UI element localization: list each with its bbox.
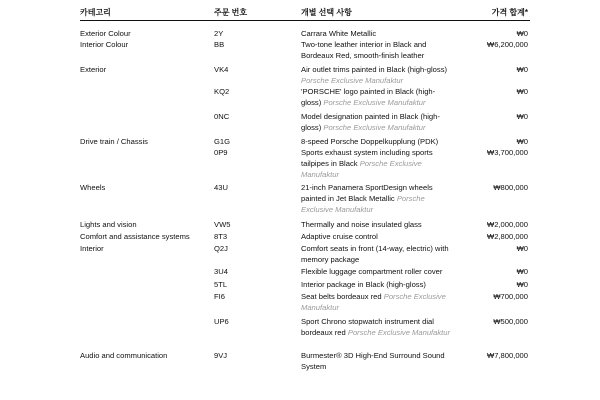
row-code: 43U: [214, 183, 228, 192]
row-option: [301, 64, 451, 86]
row-category: Comfort and assistance systems: [80, 232, 190, 241]
row-option-note: Porsche Exclusive Manufaktur: [347, 328, 451, 337]
row-option-text: Air outlet trims painted in Black (high-gloss): [301, 65, 448, 74]
row-code: VK4: [214, 65, 229, 74]
row-price: ₩2,800,000: [487, 232, 528, 241]
row-code: 9VJ: [214, 351, 228, 360]
row-code: BB: [214, 40, 225, 49]
header-category: 카테고리: [80, 8, 111, 17]
row-option-text: Thermally and noise insulated glass: [301, 220, 422, 229]
row-code: VW5: [214, 220, 231, 229]
row-option-text: 'PORSCHE' logo painted in Black (high-gloss): [301, 87, 436, 107]
row-option-text: Adaptive cruise control: [301, 232, 378, 241]
row-price: ₩3,700,000: [487, 148, 528, 157]
row-option: [301, 231, 451, 242]
row-price: ₩7,800,000: [487, 351, 528, 360]
row-price: ₩0: [516, 65, 528, 74]
header-code: 주문 번호: [214, 8, 248, 17]
row-option: [301, 182, 451, 215]
row-price: ₩700,000: [493, 292, 528, 301]
row-option: [301, 291, 451, 313]
row-price: ₩2,000,000: [487, 220, 528, 229]
row-price: ₩0: [516, 112, 528, 121]
header-option: 개별 선택 사항: [301, 8, 352, 17]
row-option-text: Seat belts bordeaux red: [301, 292, 382, 301]
row-category: Exterior Colour: [80, 29, 131, 38]
row-option: [301, 111, 451, 133]
row-option-text: Interior package in Black (high-gloss): [301, 280, 426, 289]
row-code: 5TL: [214, 280, 228, 289]
row-price: ₩0: [516, 244, 528, 253]
row-code: 0P9: [214, 148, 228, 157]
row-option: [301, 39, 451, 61]
row-code: Q2J: [214, 244, 228, 253]
row-option-note: Porsche Exclusive Manufaktur: [301, 292, 446, 312]
row-price: ₩0: [516, 280, 528, 289]
row-option-text: Flexible luggage compartment roller cover: [301, 267, 443, 276]
row-category: Lights and vision: [80, 220, 137, 229]
row-option-text: Comfort seats in front (14-way, electric) with memory package: [301, 244, 449, 264]
row-category: Audio and communication: [80, 351, 168, 360]
row-price: ₩0: [516, 87, 528, 96]
row-option-note: Porsche Exclusive Manufaktur: [301, 159, 422, 179]
row-option-note: Porsche Exclusive Manufaktur: [301, 194, 425, 214]
row-code: 2Y: [214, 29, 224, 38]
row-category: Interior: [80, 244, 104, 253]
row-option-note: Porsche Exclusive Manufaktur: [323, 98, 426, 107]
row-code: 3U4: [214, 267, 228, 276]
row-option-note: Porsche Exclusive Manufaktur: [323, 123, 426, 132]
row-option: [301, 219, 451, 230]
row-option: [301, 136, 451, 147]
row-option: [301, 28, 451, 39]
row-option: [301, 86, 451, 108]
row-option: [301, 147, 451, 180]
row-code: 8T3: [214, 232, 228, 241]
row-category: Drive train / Chassis: [80, 137, 148, 146]
row-option: [301, 266, 451, 277]
row-option: [301, 350, 451, 372]
row-option-note: Porsche Exclusive Manufaktur: [301, 76, 404, 85]
row-code: G1G: [214, 137, 231, 146]
row-code: FI6: [214, 292, 225, 301]
row-option-text: Burmester® 3D High-End Surround Sound System: [301, 351, 445, 371]
row-price: ₩0: [516, 29, 528, 38]
row-price: ₩800,000: [493, 183, 528, 192]
row-option-text: Sports exhaust system including sports tailpipes in Black: [301, 148, 433, 168]
row-option-text: 21-inch Panamera SportDesign wheels painted in Jet Black Metallic: [301, 183, 433, 203]
row-option-text: Model designation painted in Black (high-gloss): [301, 112, 440, 132]
row-category: Wheels: [80, 183, 106, 192]
header-price: 가격 합계*: [491, 8, 528, 17]
row-category: Exterior: [80, 65, 107, 74]
row-option-text: Two-tone leather interior in Black and Bordeaux Red, smooth-finish leather: [301, 40, 427, 60]
row-option-text: Carrara White Metallic: [301, 29, 377, 38]
row-option-text: 8-speed Porsche Doppelkupplung (PDK): [301, 137, 439, 146]
row-category: Interior Colour: [80, 40, 129, 49]
row-code: UP6: [214, 317, 229, 326]
row-price: ₩0: [516, 137, 528, 146]
row-price: ₩500,000: [493, 317, 528, 326]
row-option-text: Sport Chrono stopwatch instrument dial bordeaux red: [301, 317, 434, 337]
header-divider: [80, 20, 530, 21]
row-option: [301, 243, 451, 265]
row-price: ₩6,200,000: [487, 40, 528, 49]
row-option: [301, 279, 451, 290]
row-price: ₩0: [516, 267, 528, 276]
row-code: KQ2: [214, 87, 230, 96]
row-code: 0NC: [214, 112, 230, 121]
row-option: [301, 316, 451, 338]
